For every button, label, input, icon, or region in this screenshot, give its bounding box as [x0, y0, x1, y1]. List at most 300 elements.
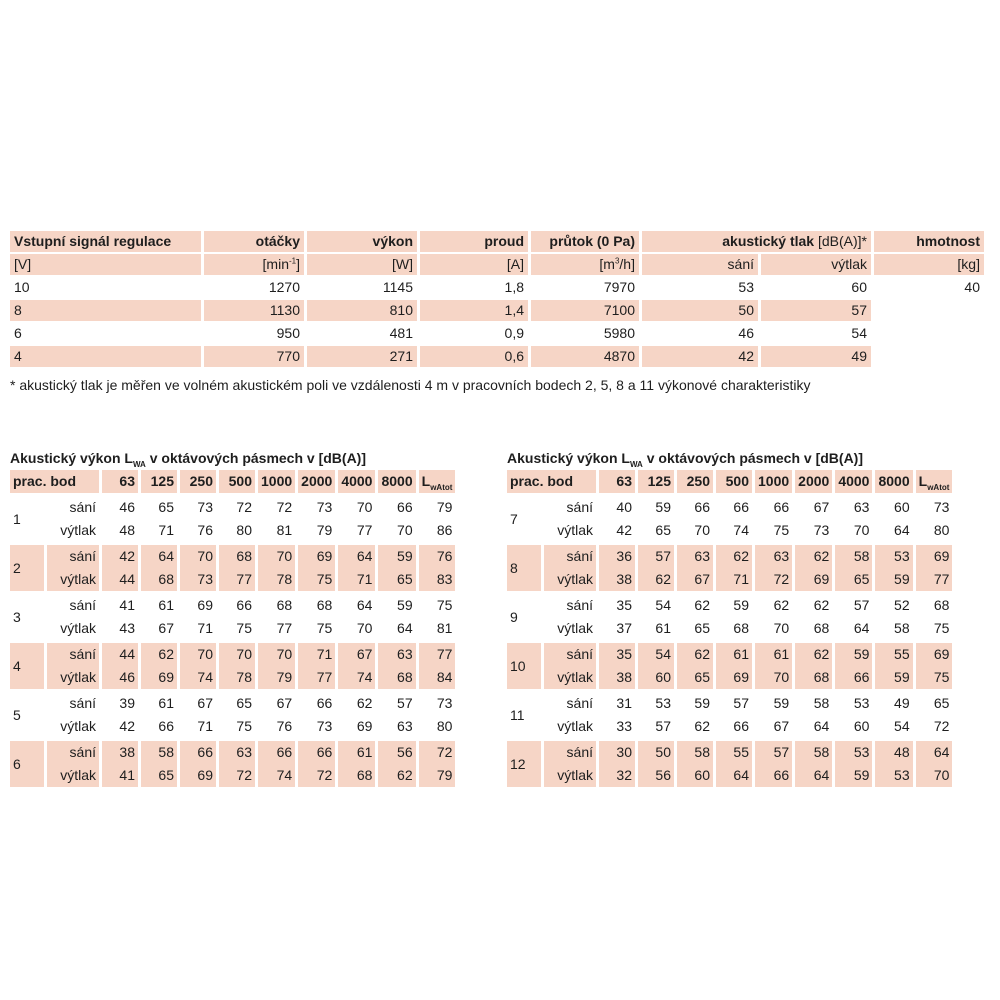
cell-prac-bod: 9	[510, 608, 518, 625]
cell-signal: 6	[14, 325, 22, 341]
cell-vykon: 1145	[382, 279, 413, 295]
octave-row-vytlak	[10, 666, 455, 689]
cell-value: 68	[276, 597, 293, 613]
cell-type-sani: sání	[544, 545, 596, 568]
cell-prac-bod: 5	[13, 706, 21, 723]
cell-value: 61	[655, 620, 671, 636]
cell-value: 55	[875, 643, 912, 666]
cell-value: 66	[298, 741, 335, 764]
cell-value: 70	[219, 643, 255, 666]
cell-value: 64	[916, 741, 953, 764]
unit-otacky	[204, 254, 304, 275]
cell-value: 79	[258, 666, 295, 689]
main-row-6	[10, 323, 984, 344]
cell-value: 65	[933, 695, 950, 711]
cell-value: 71	[338, 568, 375, 591]
cell-value: 39	[119, 695, 135, 711]
cell-value: 68	[141, 568, 177, 591]
cell-value: 44	[102, 643, 138, 666]
cell-value: 35	[599, 643, 635, 666]
cell-sani: 53	[738, 279, 754, 295]
cell-type-sani: sání	[69, 597, 96, 613]
header-signal: Vstupní signál regulace	[10, 231, 201, 252]
cell-value: 69	[180, 764, 216, 787]
cell-value: 71	[197, 620, 213, 636]
cell-value: 59	[378, 545, 415, 568]
cell-value: 73	[197, 499, 213, 515]
cell-value: 59	[875, 568, 912, 591]
cell-value: 62	[795, 643, 832, 666]
cell-prutok: 7100	[531, 300, 639, 321]
cell-vykon: 810	[307, 300, 417, 321]
cell-value: 75	[298, 568, 335, 591]
cell-value: 59	[835, 643, 872, 666]
cell-value: 69	[197, 597, 213, 613]
cell-value: 79	[316, 522, 333, 538]
cell-value: 70	[356, 620, 373, 636]
octave-row-vytlak	[10, 715, 455, 738]
cell-value: 66	[236, 597, 252, 613]
cell-empty	[874, 323, 984, 344]
cell-value: 57	[655, 718, 671, 734]
octave-row-sani	[507, 741, 952, 764]
octave-row-sani	[10, 741, 455, 764]
cell-value: 65	[236, 695, 252, 711]
octave-row-sani	[507, 594, 952, 617]
octave-row-vytlak	[507, 666, 952, 689]
cell-prac-bod: 8	[507, 545, 541, 591]
header-band-250: 250	[180, 470, 216, 493]
cell-value: 54	[638, 643, 674, 666]
cell-value: 80	[236, 522, 252, 538]
cell-value: 67	[338, 643, 375, 666]
cell-value: 58	[677, 741, 713, 764]
cell-value: 65	[694, 620, 710, 636]
octave-header-row	[10, 470, 455, 493]
cell-otacky: 1270	[268, 279, 300, 295]
cell-type-sani: sání	[566, 695, 593, 711]
cell-type-sani: sání	[566, 597, 593, 613]
header-vykon: výkon	[307, 231, 417, 252]
cell-value: 68	[813, 620, 830, 636]
cell-value: 57	[755, 741, 792, 764]
octave-left-title	[10, 448, 458, 468]
lw-pre: L	[421, 473, 431, 489]
cell-value: 68	[795, 666, 832, 689]
cell-value: 53	[853, 695, 870, 711]
octave-row-sani	[507, 545, 952, 568]
octave-row-sani	[10, 643, 455, 666]
octave-row-vytlak	[10, 519, 455, 542]
cell-value: 72	[933, 718, 950, 734]
unit-vytlak: výtlak	[761, 254, 871, 275]
cell-value: 72	[298, 764, 335, 787]
cell-value: 62	[356, 695, 373, 711]
cell-value: 73	[933, 499, 950, 515]
cell-prac-bod: 3	[13, 608, 21, 625]
cell-value: 72	[219, 764, 255, 787]
cell-value: 50	[638, 741, 674, 764]
cell-value: 74	[338, 666, 375, 689]
octave-right-table	[504, 470, 955, 790]
cell-value: 66	[397, 499, 413, 515]
cell-vytlak: 60	[851, 279, 867, 295]
cell-value: 38	[102, 741, 138, 764]
cell-value: 62	[378, 764, 415, 787]
header-band-1000: 1000	[258, 470, 295, 493]
cell-type-vytlak: výtlak	[60, 718, 96, 734]
header-band-500: 500	[716, 470, 752, 493]
cell-value: 59	[773, 695, 790, 711]
cell-value: 48	[875, 741, 912, 764]
spacer-cell	[10, 787, 455, 790]
header-lwatot	[916, 470, 953, 493]
cell-value: 69	[298, 545, 335, 568]
cell-value: 80	[436, 718, 453, 734]
cell-value: 62	[716, 545, 752, 568]
cell-vykon: 271	[307, 346, 417, 367]
cell-type-vytlak: výtlak	[47, 568, 99, 591]
cell-value: 62	[813, 597, 830, 613]
cell-value: 66	[755, 764, 792, 787]
cell-value: 65	[158, 499, 174, 515]
cell-value: 71	[158, 522, 174, 538]
cell-value: 66	[180, 741, 216, 764]
main-header-row	[10, 231, 984, 252]
cell-value: 67	[773, 718, 790, 734]
cell-type-sani: sání	[47, 643, 99, 666]
lw-sub: wAtot	[927, 482, 950, 492]
header-band-1000: 1000	[755, 470, 792, 493]
cell-value: 72	[755, 568, 792, 591]
cell-type-vytlak: výtlak	[544, 764, 596, 787]
cell-value: 66	[158, 718, 174, 734]
cell-value: 67	[813, 499, 830, 515]
cell-value: 44	[102, 568, 138, 591]
octave-header-row	[507, 470, 952, 493]
header-band-125: 125	[638, 470, 674, 493]
title-sub: WA	[132, 459, 146, 469]
spacer-cell	[507, 787, 952, 790]
cell-value: 43	[119, 620, 135, 636]
cell-value: 64	[894, 522, 910, 538]
cell-type-sani: sání	[69, 499, 96, 515]
cell-value: 62	[677, 643, 713, 666]
cell-value: 64	[141, 545, 177, 568]
cell-value: 76	[276, 718, 293, 734]
cell-value: 62	[773, 597, 790, 613]
cell-value: 76	[419, 545, 456, 568]
cell-value: 64	[356, 597, 373, 613]
header-band-63: 63	[599, 470, 635, 493]
cell-value: 66	[733, 718, 749, 734]
cell-value: 69	[716, 666, 752, 689]
cell-value: 49	[894, 695, 910, 711]
cell-value: 66	[694, 499, 710, 515]
cell-value: 64	[716, 764, 752, 787]
cell-value: 62	[638, 568, 674, 591]
cell-value: 61	[338, 741, 375, 764]
cell-otacky: 1130	[204, 300, 304, 321]
cell-value: 69	[916, 545, 953, 568]
cell-type-sani: sání	[69, 695, 96, 711]
cell-value: 78	[258, 568, 295, 591]
octave-row-vytlak	[507, 617, 952, 640]
cell-value: 41	[119, 597, 135, 613]
cell-signal: 4	[10, 346, 201, 367]
cell-value: 68	[933, 597, 950, 613]
cell-value: 53	[835, 741, 872, 764]
cell-value: 71	[298, 643, 335, 666]
cell-value: 75	[316, 620, 333, 636]
cell-type-vytlak: výtlak	[544, 666, 596, 689]
unit-proud: [A]	[420, 254, 528, 275]
cell-value: 75	[436, 597, 453, 613]
footnote: * akustický tlak je měřen ve volném akustickém poli ve vzdálenosti 4 m v pracovních bodech 2, 5, 8 a 11 výkonové charakteristiky	[10, 377, 811, 393]
cell-value: 63	[677, 545, 713, 568]
octave-row-sani	[10, 496, 455, 519]
header-prac-bod: prac. bod	[10, 470, 99, 493]
cell-value: 54	[894, 718, 910, 734]
cell-signal: 8	[10, 300, 201, 321]
octave-row-sani	[10, 594, 455, 617]
cell-prac-bod: 1	[13, 510, 21, 527]
cell-value: 32	[599, 764, 635, 787]
cell-value: 78	[219, 666, 255, 689]
cell-value: 77	[298, 666, 335, 689]
cell-value: 79	[436, 499, 453, 515]
cell-empty	[874, 346, 984, 367]
cell-value: 75	[933, 620, 950, 636]
title-post: v oktávových pásmech v [dB(A)]	[145, 450, 366, 466]
unit-hmotnost: [kg]	[874, 254, 984, 275]
cell-value: 70	[180, 545, 216, 568]
header-prac-bod: prac. bod	[507, 470, 596, 493]
cell-value: 66	[258, 741, 295, 764]
cell-prac-bod: 12	[507, 741, 541, 787]
header-proud: proud	[420, 231, 528, 252]
cell-value: 70	[356, 499, 373, 515]
cell-value: 46	[119, 499, 135, 515]
cell-prac-bod: 11	[510, 706, 525, 723]
cell-proud: 1,8	[504, 279, 524, 295]
cell-value: 74	[733, 522, 749, 538]
cell-otacky: 950	[276, 325, 300, 341]
cell-value: 68	[316, 597, 333, 613]
cell-value: 33	[616, 718, 632, 734]
header-band-250: 250	[677, 470, 713, 493]
cell-value: 52	[894, 597, 910, 613]
cell-value: 70	[916, 764, 953, 787]
cell-value: 70	[755, 666, 792, 689]
cell-value: 61	[158, 597, 174, 613]
cell-proud: 0,9	[504, 325, 524, 341]
octave-right-title	[507, 448, 955, 468]
cell-value: 38	[599, 666, 635, 689]
header-hmotnost: hmotnost	[874, 231, 984, 252]
cell-value: 53	[875, 545, 912, 568]
cell-type-sani: sání	[544, 741, 596, 764]
unit-otacky-sup: -1	[288, 256, 297, 266]
cell-value: 56	[638, 764, 674, 787]
cell-value: 73	[316, 718, 333, 734]
cell-value: 68	[733, 620, 749, 636]
title-pre: Akustický výkon L	[507, 450, 630, 466]
cell-type-vytlak: výtlak	[60, 522, 96, 538]
cell-sani: 42	[642, 346, 758, 367]
cell-type-sani: sání	[47, 741, 99, 764]
cell-value: 81	[276, 522, 293, 538]
cell-vytlak: 54	[851, 325, 867, 341]
cell-value: 73	[813, 522, 830, 538]
cell-value: 61	[755, 643, 792, 666]
cell-prutok: 5980	[603, 325, 635, 341]
main-row-8	[10, 300, 984, 321]
octave-row-vytlak	[10, 568, 455, 591]
cell-value: 62	[694, 718, 710, 734]
cell-value: 58	[835, 545, 872, 568]
octave-row-vytlak	[507, 519, 952, 542]
octave-row-sani	[507, 643, 952, 666]
cell-value: 60	[677, 764, 713, 787]
cell-value: 70	[773, 620, 790, 636]
unit-prutok	[531, 254, 639, 275]
cell-value: 37	[616, 620, 632, 636]
main-units-row	[10, 254, 984, 275]
cell-hmotnost: 40	[964, 279, 980, 295]
cell-value: 59	[694, 695, 710, 711]
cell-value: 74	[258, 764, 295, 787]
cell-value: 76	[197, 522, 213, 538]
cell-value: 60	[853, 718, 870, 734]
header-band-4000: 4000	[338, 470, 375, 493]
cell-value: 59	[835, 764, 872, 787]
cell-value: 53	[875, 764, 912, 787]
cell-type-sani: sání	[566, 499, 593, 515]
cell-prutok: 4870	[531, 346, 639, 367]
cell-value: 58	[813, 695, 830, 711]
cell-signal: 10	[14, 279, 30, 295]
cell-type-vytlak: výtlak	[557, 718, 593, 734]
unit-otacky-post: ]	[296, 256, 300, 272]
cell-value: 59	[655, 499, 671, 515]
header-akust-unit: [dB(A)]*	[814, 233, 867, 249]
title-post: v oktávových pásmech v [dB(A)]	[642, 450, 863, 466]
unit-prutok-sup: 3	[614, 256, 620, 266]
cell-value: 64	[338, 545, 375, 568]
cell-value: 69	[916, 643, 953, 666]
cell-type-vytlak: výtlak	[557, 522, 593, 538]
cell-value: 30	[599, 741, 635, 764]
cell-value: 75	[773, 522, 790, 538]
cell-value: 68	[378, 666, 415, 689]
cell-value: 70	[180, 643, 216, 666]
header-lwatot	[419, 470, 456, 493]
cell-value: 62	[795, 545, 832, 568]
cell-value: 75	[916, 666, 953, 689]
cell-value: 57	[638, 545, 674, 568]
octave-row-sani	[10, 692, 455, 715]
cell-value: 65	[378, 568, 415, 591]
cell-value: 84	[419, 666, 456, 689]
title-sub: WA	[629, 459, 643, 469]
cell-prutok: 7970	[603, 279, 635, 295]
octave-row-sani	[10, 545, 455, 568]
cell-value: 42	[616, 522, 632, 538]
main-row-4	[10, 346, 984, 367]
cell-value: 42	[102, 545, 138, 568]
page	[10, 229, 990, 783]
cell-value: 73	[436, 695, 453, 711]
cell-value: 68	[219, 545, 255, 568]
cell-value: 86	[436, 522, 453, 538]
cell-value: 63	[755, 545, 792, 568]
cell-type-sani: sání	[544, 643, 596, 666]
cell-value: 61	[158, 695, 174, 711]
octave-row-sani	[507, 692, 952, 715]
cell-value: 73	[180, 568, 216, 591]
cell-prac-bod: 6	[10, 741, 44, 787]
cell-value: 80	[933, 522, 950, 538]
cell-value: 67	[677, 568, 713, 591]
cell-value: 79	[419, 764, 456, 787]
header-band-125: 125	[141, 470, 177, 493]
cell-value: 63	[378, 643, 415, 666]
cell-value: 68	[338, 764, 375, 787]
cell-value: 70	[397, 522, 413, 538]
cell-value: 41	[102, 764, 138, 787]
lw-sub: wAtot	[430, 482, 453, 492]
cell-type-vytlak: výtlak	[557, 620, 593, 636]
octave-left-table	[7, 470, 458, 790]
cell-value: 69	[141, 666, 177, 689]
header-band-8000: 8000	[378, 470, 415, 493]
unit-sani: sání	[642, 254, 758, 275]
cell-sani: 46	[738, 325, 754, 341]
spacer	[10, 787, 455, 790]
cell-value: 69	[356, 718, 373, 734]
unit-otacky-pre: [min	[262, 256, 289, 272]
cell-value: 58	[795, 741, 832, 764]
cell-type-vytlak: výtlak	[60, 620, 96, 636]
header-band-63: 63	[102, 470, 138, 493]
cell-vykon: 481	[389, 325, 413, 341]
cell-value: 48	[119, 522, 135, 538]
cell-value: 65	[141, 764, 177, 787]
octave-row-vytlak	[507, 715, 952, 738]
cell-value: 66	[733, 499, 749, 515]
cell-value: 59	[875, 666, 912, 689]
cell-value: 63	[853, 499, 870, 515]
cell-value: 77	[219, 568, 255, 591]
cell-value: 59	[397, 597, 413, 613]
cell-value: 57	[733, 695, 749, 711]
cell-value: 70	[258, 643, 295, 666]
cell-value: 64	[795, 764, 832, 787]
cell-value: 40	[616, 499, 632, 515]
cell-value: 63	[397, 718, 413, 734]
unit-vykon: [W]	[307, 254, 417, 275]
unit-prutok-pre: [m	[599, 256, 615, 272]
cell-value: 38	[599, 568, 635, 591]
cell-value: 59	[733, 597, 749, 613]
octave-right	[507, 448, 955, 790]
cell-value: 75	[236, 620, 252, 636]
spacer	[507, 787, 952, 790]
cell-otacky: 770	[204, 346, 304, 367]
cell-prac-bod: 4	[10, 643, 44, 689]
cell-value: 67	[276, 695, 293, 711]
